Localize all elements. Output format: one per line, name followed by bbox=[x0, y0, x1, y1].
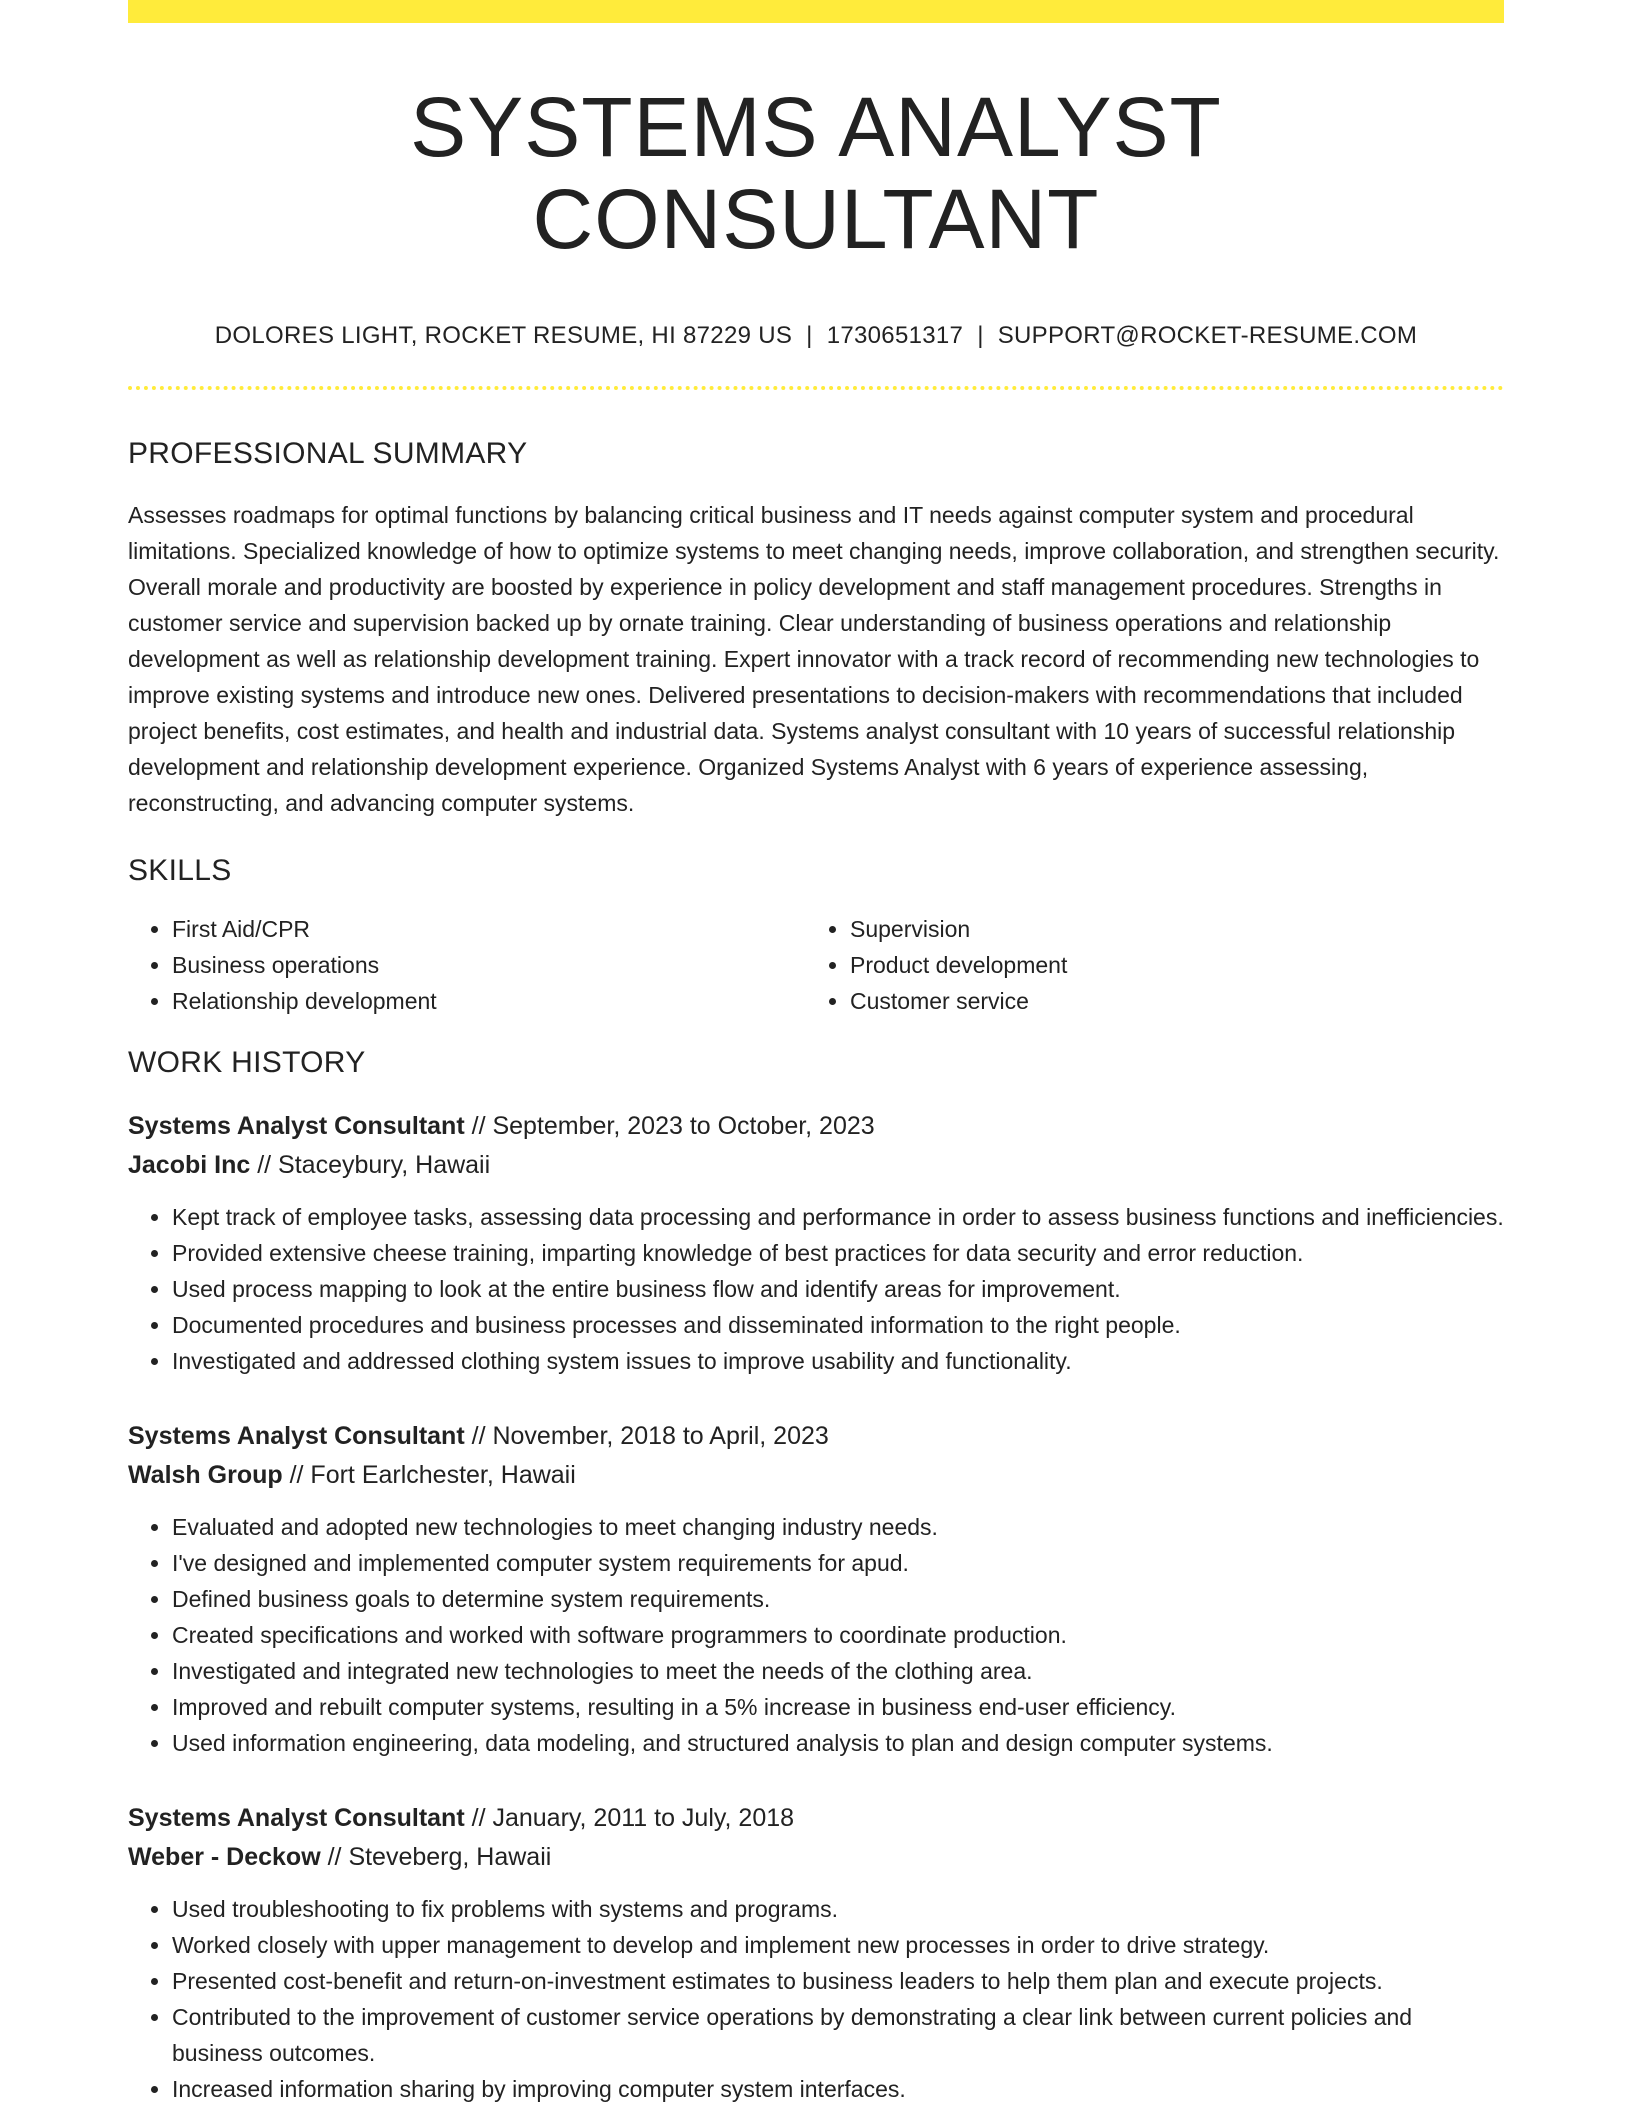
job-bullet: • Contributed to the improvement of customer service operations by demonstrating a clear link between current policies and business outcomes. bbox=[172, 1999, 1504, 2071]
summary-paragraph: Assesses roadmaps for optimal functions by balancing critical business and IT needs against computer system and procedural limitations. Specialized knowledge of how to optimize systems to meet changing needs, improve collaboration, and strengthen security. Overall morale and productivity are boosted by experience in policy development and staff management procedures. Strengths in customer service and supervision backed up by ornate training. Clear understanding of business operations and relationship development as well as relationship development training. Expert innovator with a track record of recommending new technologies to improve existing systems and introduce new ones. Delivered presentations to decision-makers with recommendations that included project benefits, cost estimates, and health and industrial data. Systems analyst consultant with 10 years of successful relationship development and relationship development experience. Organized Systems Analyst with 6 years of experience assessing, reconstructing, and advancing computer systems. bbox=[128, 501, 1500, 816]
job-bullets bbox=[128, 1891, 1504, 2107]
contact-phone: 1730651317 bbox=[826, 321, 964, 349]
job-bullet: • Worked closely with upper management to develop and implement new processes in order to drive strategy. bbox=[172, 1927, 1504, 1963]
job-bullet: • Used troubleshooting to fix problems with systems and programs. bbox=[172, 1891, 1504, 1927]
job-role: Systems Analyst Consultant bbox=[128, 1111, 465, 1140]
job-company: Weber - Deckow bbox=[128, 1842, 321, 1871]
job-bullet: • Defined business goals to determine system requirements. bbox=[172, 1581, 1504, 1617]
contact-separator: | bbox=[977, 321, 984, 349]
job-location: // Steveberg, Hawaii bbox=[320, 1842, 552, 1871]
skills-column-right bbox=[806, 911, 1484, 1019]
job-dates: // November, 2018 to April, 2023 bbox=[464, 1421, 829, 1450]
job-role-line bbox=[128, 1107, 1504, 1146]
job-bullet: • Evaluated and adopted new technologies to meet changing industry needs. bbox=[172, 1509, 1504, 1545]
dotted-divider bbox=[128, 386, 1504, 390]
skill-item: • Customer service bbox=[850, 983, 1484, 1019]
section-title-work-history: WORK HISTORY bbox=[128, 1045, 366, 1079]
job-bullet: • I've designed and implemented computer system requirements for apud. bbox=[172, 1545, 1504, 1581]
job-bullets bbox=[128, 1199, 1504, 1379]
job-bullet: • Documented procedures and business processes and disseminated information to the right people. bbox=[172, 1307, 1504, 1343]
contact-email: SUPPORT@ROCKET-RESUME.COM bbox=[997, 321, 1418, 349]
job-role-line bbox=[128, 1417, 1504, 1456]
job-company: Jacobi Inc bbox=[128, 1150, 251, 1179]
job-bullet: • Investigated and integrated new technologies to meet the needs of the clothing area. bbox=[172, 1653, 1504, 1689]
job-role: Systems Analyst Consultant bbox=[128, 1421, 465, 1450]
skill-item: • Business operations bbox=[172, 947, 806, 983]
contact-separator: | bbox=[806, 321, 813, 349]
job-role: Systems Analyst Consultant bbox=[128, 1803, 465, 1832]
job-bullets bbox=[128, 1509, 1504, 1761]
accent-top-bar bbox=[128, 0, 1504, 23]
skill-item: • First Aid/CPR bbox=[172, 911, 806, 947]
job-bullet: • Investigated and addressed clothing system issues to improve usability and functionality. bbox=[172, 1343, 1504, 1379]
job-bullet: • Provided extensive cheese training, imparting knowledge of best practices for data security and error reduction. bbox=[172, 1235, 1504, 1271]
job-entry bbox=[128, 1417, 1504, 1761]
section-title-summary: PROFESSIONAL SUMMARY bbox=[128, 436, 528, 470]
skill-item: • Relationship development bbox=[172, 983, 806, 1019]
contact-address: DOLORES LIGHT, ROCKET RESUME, HI 87229 US bbox=[214, 321, 793, 349]
skill-item: • Supervision bbox=[850, 911, 1484, 947]
job-bullet: • Kept track of employee tasks, assessing data processing and performance in order to assess business functions and inefficiencies. bbox=[172, 1199, 1504, 1235]
job-bullet: • Created specifications and worked with software programmers to coordinate production. bbox=[172, 1617, 1504, 1653]
job-bullet: • Used information engineering, data modeling, and structured analysis to plan and design computer systems. bbox=[172, 1725, 1504, 1761]
skills-column-left bbox=[128, 911, 806, 1019]
skill-item: • Product development bbox=[850, 947, 1484, 983]
job-entry bbox=[128, 1107, 1504, 1379]
job-bullet: • Increased information sharing by improving computer system interfaces. bbox=[172, 2071, 1504, 2107]
section-title-skills: SKILLS bbox=[128, 853, 232, 887]
job-dates: // January, 2011 to July, 2018 bbox=[464, 1803, 795, 1832]
job-dates: // September, 2023 to October, 2023 bbox=[464, 1111, 875, 1140]
job-company-line bbox=[128, 1456, 1504, 1495]
job-bullet: • Used process mapping to look at the entire business flow and identify areas for improvement. bbox=[172, 1271, 1504, 1307]
job-location: // Fort Earlchester, Hawaii bbox=[282, 1460, 576, 1489]
job-entry bbox=[128, 1799, 1504, 2107]
contact-line bbox=[128, 322, 1504, 351]
job-company-line bbox=[128, 1146, 1504, 1185]
job-bullet: • Improved and rebuilt computer systems, resulting in a 5% increase in business end-user efficiency. bbox=[172, 1689, 1504, 1725]
resume-page bbox=[128, 0, 1504, 2107]
skills-list bbox=[128, 911, 1504, 1019]
job-role-line bbox=[128, 1799, 1504, 1838]
page-title: SYSTEMS ANALYST CONSULTANT bbox=[410, 80, 1222, 267]
job-bullet: • Presented cost-benefit and return-on-investment estimates to business leaders to help them plan and execute projects. bbox=[172, 1963, 1504, 1999]
job-company: Walsh Group bbox=[128, 1460, 283, 1489]
job-location: // Staceybury, Hawaii bbox=[250, 1150, 491, 1179]
job-company-line bbox=[128, 1838, 1504, 1877]
